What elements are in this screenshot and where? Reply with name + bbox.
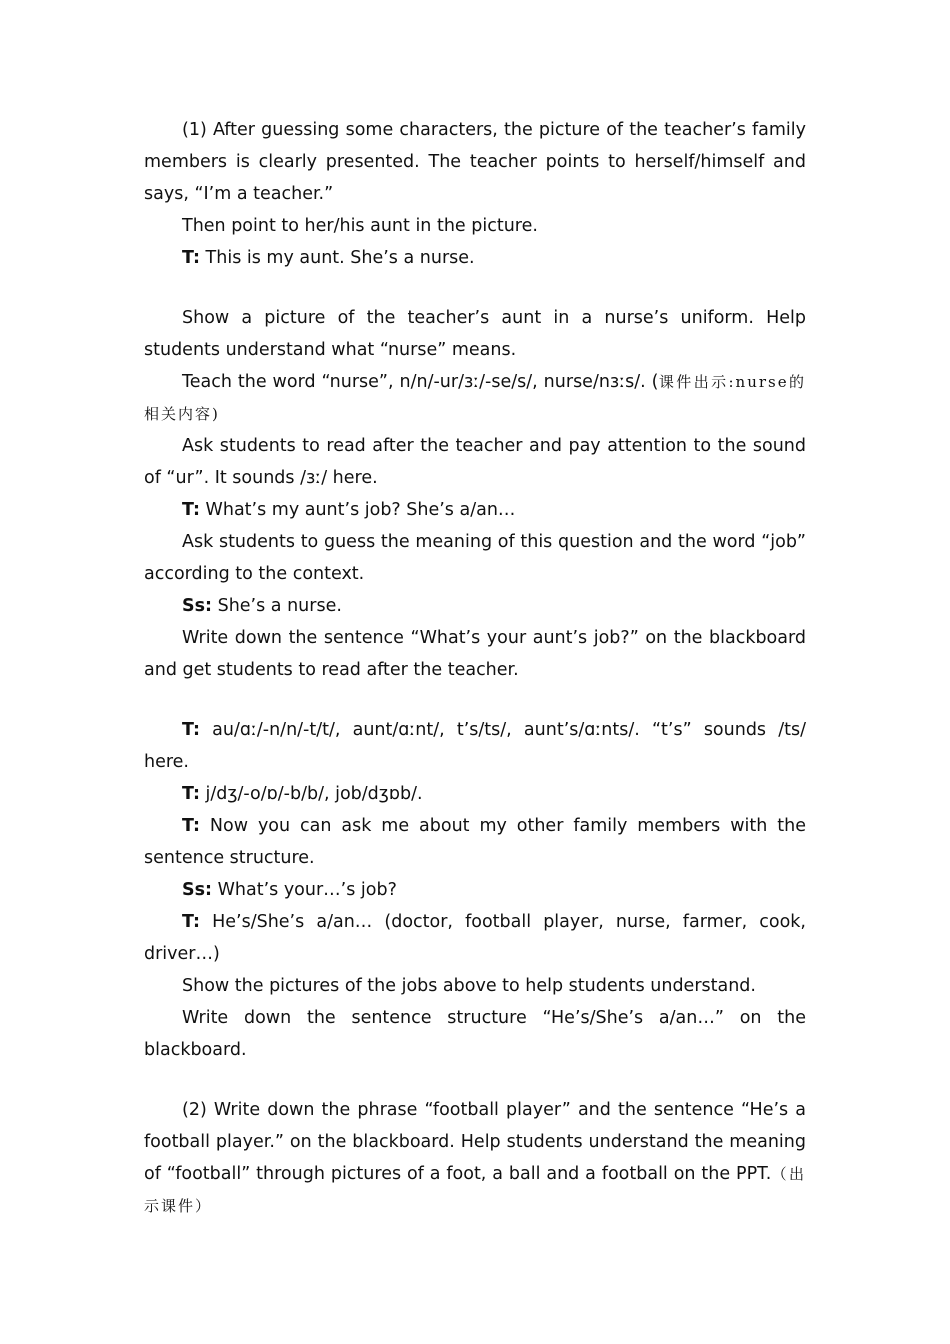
- speaker-label: Ss:: [182, 880, 213, 900]
- paragraph-8: Ask students to guess the meaning of this question and the word “job” according to the context.: [144, 532, 806, 584]
- document-body: [144, 114, 806, 1222]
- paragraph-18: (2) Write down the phrase “football player” and the sentence “He’s a football player.” on the blackboard. Help students understand the meaning of “football” through pictures of a foot, a ball and a football on the PPT.（出示课件）: [144, 1100, 806, 1215]
- chinese-note: 课件出示:nurse的相关内容): [144, 373, 806, 423]
- paragraph-gap: [144, 274, 806, 302]
- speaker-label: T:: [182, 816, 200, 836]
- paragraph-13: T: Now you can ask me about my other family members with the sentence structure.: [144, 816, 806, 868]
- paragraph-12: T: j/dʒ/-o/ɒ/-b/b/, job/dʒɒb/.: [182, 784, 423, 804]
- speaker-label: T:: [182, 720, 200, 740]
- paragraph-3: T: This is my aunt. She’s a nurse.: [182, 248, 475, 268]
- chinese-note: （出示课件）: [144, 1165, 806, 1215]
- paragraph-17: Write down the sentence structure “He’s/She’s a/an…” on the blackboard.: [144, 1008, 806, 1060]
- paragraph-5: Teach the word “nurse”, n/n/-ur/ɜː/-se/s/, nurse/nɜːs/. (课件出示:nurse的相关内容): [144, 372, 806, 423]
- paragraph-15: T: He’s/She’s a/an… (doctor, football player, nurse, farmer, cook, driver…): [144, 912, 806, 964]
- speaker-label: T:: [182, 912, 200, 932]
- paragraph-gap: [144, 1066, 806, 1094]
- paragraph-14: Ss: What’s your…’s job?: [182, 880, 397, 900]
- paragraph-16: Show the pictures of the jobs above to help students understand.: [182, 976, 756, 996]
- paragraph-6: Ask students to read after the teacher and pay attention to the sound of “ur”. It sounds /ɜː/ here.: [144, 436, 806, 488]
- paragraph-11: T: au/ɑː/-n/n/-t/t/, aunt/ɑːnt/, t’s/ts/, aunt’s/ɑːnts/. “t’s” sounds /ts/ here.: [144, 720, 806, 772]
- paragraph-1: (1) After guessing some characters, the picture of the teacher’s family members is clearly presented. The teacher points to herself/himself and says, “I’m a teacher.”: [144, 120, 806, 204]
- paragraph-2: Then point to her/his aunt in the picture.: [182, 216, 538, 236]
- paragraph-7: T: What’s my aunt’s job? She’s a/an…: [182, 500, 516, 520]
- speaker-label: T:: [182, 500, 200, 520]
- paragraph-gap: [144, 686, 806, 714]
- paragraph-9: Ss: She’s a nurse.: [182, 596, 342, 616]
- paragraph-4: Show a picture of the teacher’s aunt in a nurse’s uniform. Help students understand what “nurse” means.: [144, 308, 806, 360]
- paragraph-10: Write down the sentence “What’s your aunt’s job?” on the blackboard and get students to read after the teacher.: [144, 628, 806, 680]
- speaker-label: Ss:: [182, 596, 213, 616]
- speaker-label: T:: [182, 248, 200, 268]
- speaker-label: T:: [182, 784, 200, 804]
